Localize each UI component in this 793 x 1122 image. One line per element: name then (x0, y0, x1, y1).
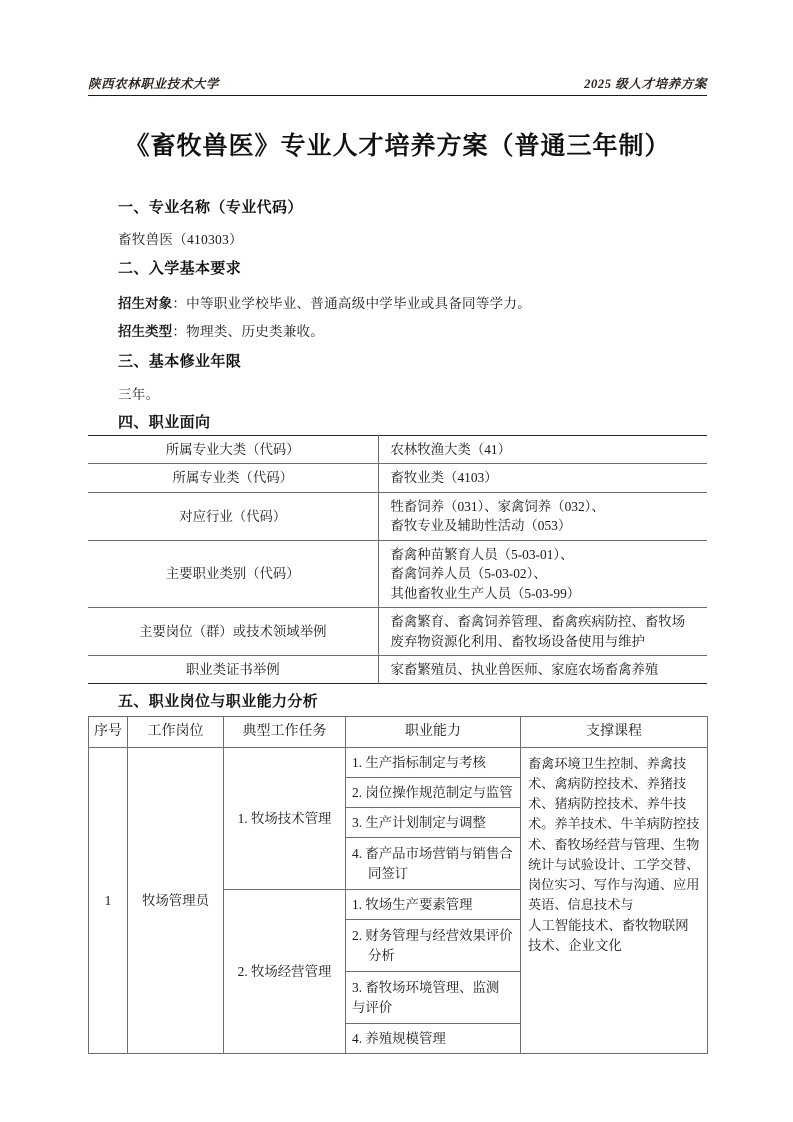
table-row (88, 608, 707, 656)
row-value (378, 608, 707, 656)
cell-task-2: 2. 牧场经营管理 (224, 890, 346, 1054)
cell-ability (346, 1024, 521, 1054)
ability-line: 4. 畜产品市场营销与销售合 (352, 846, 513, 862)
row-value (378, 464, 707, 492)
occupation-orientation-table (88, 435, 707, 684)
table-row (88, 492, 707, 540)
row-label: 对应行业（代码） (88, 492, 378, 540)
row-label: 主要岗位（群）或技术领域举例 (88, 608, 378, 656)
cell-serial-number: 1 (89, 748, 128, 1054)
row-value-line: 畜牧业类（4103） (390, 470, 498, 486)
ability-line: 2. 岗位操作规范制定与监管 (352, 785, 513, 801)
admission-target-label: 招生对象 (118, 296, 173, 311)
section-heading-4: 四、职业面向 (118, 414, 211, 431)
cell-ability (346, 972, 521, 1024)
cell-ability (346, 838, 521, 890)
ability-line: 3. 生产计划制定与调整 (352, 815, 486, 831)
row-label: 所属专业类（代码） (88, 464, 378, 492)
row-value-line: 畜禽种苗繁育人员（5-03-01）、 (390, 546, 574, 562)
row-value (378, 436, 707, 464)
row-value-line: 废弃物资源化利用、畜牧场设备使用与维护 (390, 633, 645, 649)
ability-line: 3. 畜牧场环境管理、监测 (352, 980, 500, 996)
ability-line: 2. 财务管理与经营效果评价 (352, 928, 513, 944)
major-name-code: 畜牧兽医（410303） (118, 232, 243, 247)
cell-support-courses (521, 748, 708, 1054)
study-duration: 三年。 (118, 387, 160, 402)
cell-work-post: 牧场管理员 (128, 748, 224, 1054)
cell-ability (346, 778, 521, 808)
table-row (88, 540, 707, 607)
admission-type-label: 招生类型 (118, 324, 173, 339)
row-value-line: 其他畜牧业生产人员（5-03-99） (390, 585, 581, 601)
row-value-line: 畜禽繁育、畜禽饲养管理、畜禽疾病防控、畜牧场 (390, 614, 686, 630)
row-value-line: 农林牧渔大类（41） (390, 442, 512, 457)
cell-ability (346, 890, 521, 920)
admission-type-value: ：物理类、历史类兼收。 (172, 324, 325, 339)
row-value-line: 牲畜饲养（031）、家禽饲养（032）、 (390, 498, 605, 514)
ability-line: 分析 (368, 947, 395, 963)
ability-line: 4. 养殖规模管理 (352, 1031, 446, 1047)
row-label: 职业类证书举例 (88, 655, 378, 683)
row-value (378, 540, 707, 607)
section-heading-1: 一、专业名称（专业代码） (118, 199, 303, 216)
cell-ability (346, 748, 521, 778)
section-heading-2: 二、入学基本要求 (118, 260, 242, 277)
row-value (378, 655, 707, 683)
row-label: 主要职业类别（代码） (88, 540, 378, 607)
row-value-line: 家畜繁殖员、执业兽医师、家庭农场畜禽养殖 (390, 661, 659, 677)
header-plan-year: 2025 级人才培养方案 (584, 77, 707, 91)
ability-line: 1. 生产指标制定与考核 (352, 755, 486, 771)
row-value-line: 畜禽饲养人员（5-03-02）、 (390, 566, 547, 582)
table-row (88, 436, 707, 464)
ability-line: 与评价 (352, 999, 393, 1015)
header-institution: 陕西农林职业技术大学 (88, 77, 220, 91)
table-header-row (89, 717, 708, 748)
cell-ability (346, 808, 521, 838)
cell-ability (346, 920, 521, 972)
admission-type (118, 320, 324, 340)
section-heading-3: 三、基本修业年限 (118, 353, 242, 370)
admission-target (118, 292, 531, 312)
row-value (378, 492, 707, 540)
support-courses-sans: 人工智能技术、畜牧物联网技术、企业文化 (528, 917, 689, 954)
ability-line: 同签订 (368, 865, 409, 881)
section-heading-5: 五、职业岗位与职业能力分析 (118, 693, 319, 710)
ability-line: 1. 牧场生产要素管理 (352, 897, 473, 913)
table-row (88, 655, 707, 683)
admission-target-value: ：中等职业学校毕业、普通高级中学毕业或具备同等学力。 (172, 296, 532, 311)
support-courses-serif: 畜禽环境卫生控制、养禽技术、禽病防控技术、养猪技术、猪病防控技术、养牛技术。养羊技术、牛羊病防控技术、畜牧场经营与管理、生物统计与试验设计、工学交替、岗位实习、写作与沟通、应用英语、信息技术与 (528, 756, 700, 912)
row-label: 所属专业大类（代码） (88, 436, 378, 464)
column-header-no: 序号 (89, 717, 128, 748)
column-header-task: 典型工作任务 (224, 717, 346, 748)
table-row (89, 748, 708, 778)
column-header-ability: 职业能力 (346, 717, 521, 748)
column-header-post: 工作岗位 (128, 717, 224, 748)
column-header-course: 支撑课程 (521, 717, 708, 748)
row-value-line: 畜牧专业及辅助性活动（053） (390, 518, 572, 534)
page-title: 《畜牧兽医》专业人才培养方案（普通三年制） (124, 133, 671, 160)
competency-analysis-table (88, 716, 708, 1054)
table-row (88, 464, 707, 492)
running-header (88, 68, 707, 96)
cell-task-1: 1. 牧场技术管理 (224, 748, 346, 890)
